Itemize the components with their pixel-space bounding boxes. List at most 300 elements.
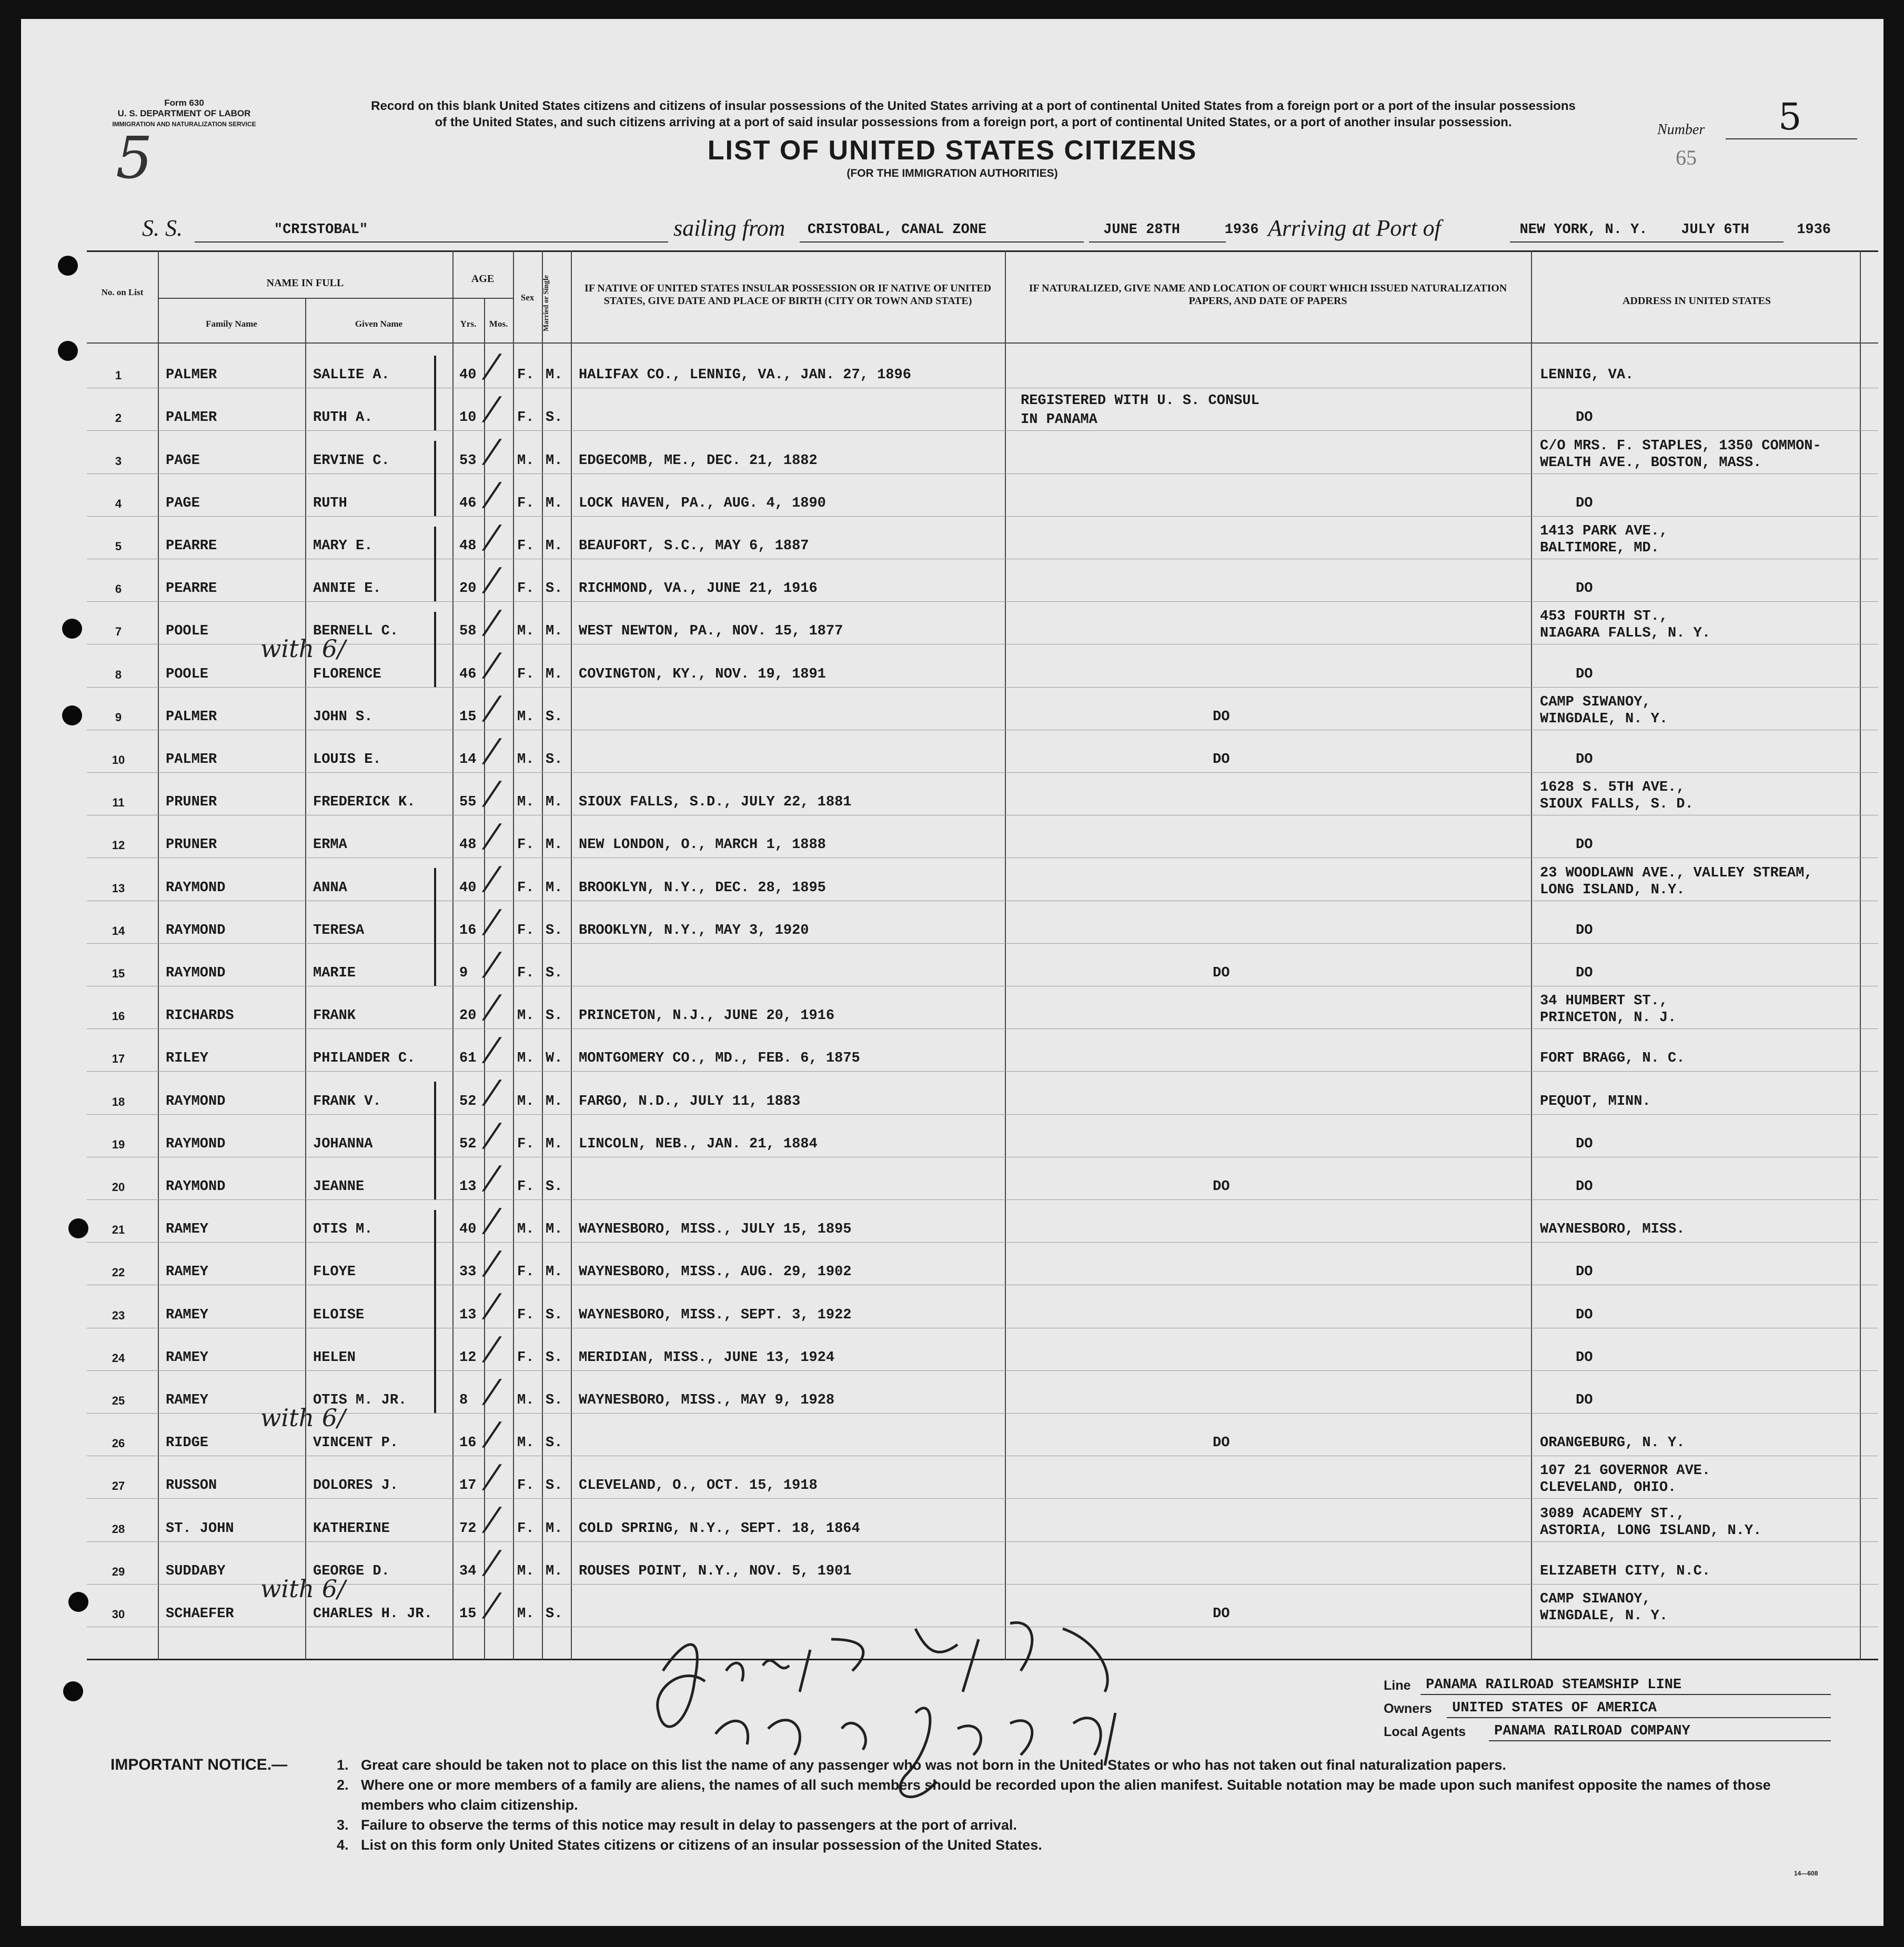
address-line1: DO (1576, 837, 1593, 853)
table-row (87, 1541, 1878, 1584)
row-number: 25 (112, 1394, 125, 1407)
naturalization: DO (1213, 965, 1230, 981)
age-years: 10 (459, 410, 477, 426)
check-mark: / (480, 1074, 504, 1111)
sex: F. (517, 837, 535, 853)
naturalization: REGISTERED WITH U. S. CONSUL (1021, 393, 1260, 409)
row-number: 21 (112, 1223, 125, 1237)
address-line1: DO (1576, 922, 1593, 939)
age-years: 33 (459, 1264, 477, 1280)
marital-status: S. (546, 1435, 563, 1451)
address-line1: CAMP SIWANOY, (1540, 694, 1651, 710)
number-value: 5 (1778, 95, 1802, 138)
depart-date-underline (1089, 241, 1226, 243)
agents-label: Local Agents (1384, 1724, 1466, 1739)
table-row (87, 772, 1878, 815)
address-line1: 1413 PARK AVE., (1540, 523, 1668, 539)
given-name: HELEN (313, 1349, 356, 1366)
family-name: PALMER (166, 751, 217, 768)
age-years: 52 (459, 1093, 477, 1109)
address-line1: DO (1576, 1349, 1593, 1366)
given-name: ANNIE E. (313, 581, 381, 597)
given-name: ANNA (313, 880, 347, 896)
address-line1: 453 FOURTH ST., (1540, 609, 1668, 625)
birth-place-date: BROOKLYN, N.Y., DEC. 28, 1895 (579, 880, 826, 896)
family-name: RAMEY (166, 1349, 209, 1366)
check-mark: / (480, 818, 504, 855)
form-code-mark: 14—608 (1794, 1870, 1818, 1877)
sex: M. (517, 1051, 535, 1067)
row-number: 5 (115, 539, 122, 553)
address-line1: DO (1576, 1136, 1593, 1152)
agents-row (1384, 1721, 1831, 1744)
arriving-label: Arriving at Port of (1268, 215, 1441, 241)
naturalization: DO (1213, 1606, 1230, 1622)
address-line1: WAYNESBORO, MISS. (1540, 1222, 1685, 1238)
check-mark: / (480, 561, 504, 598)
birth-place-date: RICHMOND, VA., JUNE 21, 1916 (579, 581, 818, 597)
age-years: 46 (459, 666, 477, 682)
notice-item: 1. Great care should be taken not to place on this list the name of any passenger who was not born in the United States or who has not taken out final naturalization papers. (337, 1757, 1506, 1773)
sex: F. (517, 538, 535, 554)
marital-status: M. (546, 837, 563, 853)
row-number: 16 (112, 1010, 125, 1023)
given-name: JOHANNA (313, 1136, 373, 1152)
row-number: 19 (112, 1137, 125, 1151)
marital-status: S. (546, 1178, 563, 1195)
check-mark: / (480, 1159, 504, 1196)
given-name: MARY E. (313, 538, 373, 554)
given-name: OTIS M. (313, 1222, 373, 1238)
table-row (87, 1498, 1878, 1541)
given-name: FRANK (313, 1008, 356, 1024)
header-address: ADDRESS IN UNITED STATES (1622, 295, 1771, 307)
birth-place-date: BROOKLYN, N.Y., MAY 3, 1920 (579, 922, 809, 939)
line-underline (1421, 1694, 1831, 1695)
table-row (87, 730, 1878, 772)
table-row (87, 943, 1878, 986)
header-no: No. on List (101, 287, 144, 297)
address-line1: FORT BRAGG, N. C. (1540, 1051, 1685, 1067)
table-row (87, 1456, 1878, 1498)
row-number: 12 (112, 839, 125, 852)
given-name: TERESA (313, 922, 365, 939)
given-name: JOHN S. (313, 709, 373, 725)
row-number: 29 (112, 1565, 125, 1578)
sex: M. (517, 1606, 535, 1622)
arrival-port: NEW YORK, N. Y. (1519, 222, 1648, 238)
marital-status: M. (546, 880, 563, 896)
given-name: DOLORES J. (313, 1478, 399, 1494)
check-mark: / (480, 1031, 504, 1068)
naturalization: DO (1213, 709, 1230, 725)
birth-place-date: WEST NEWTON, PA., NOV. 15, 1877 (579, 623, 843, 640)
address-line1: DO (1576, 1178, 1593, 1195)
family-name: RAYMOND (166, 1136, 226, 1152)
family-name: POOLE (166, 623, 209, 640)
punch-hole (58, 341, 78, 361)
line-row (1384, 1675, 1831, 1698)
birth-place-date: HALIFAX CO., LENNIG, VA., JAN. 27, 1896 (579, 367, 911, 384)
check-mark: / (480, 1116, 504, 1154)
given-name: SALLIE A. (313, 367, 390, 384)
table-row (87, 986, 1878, 1028)
form-identifier (84, 98, 284, 129)
age-years: 72 (459, 1520, 477, 1537)
punch-hole (58, 256, 78, 276)
birth-place-date: FARGO, N.D., JULY 11, 1883 (579, 1093, 801, 1109)
page-title: LIST OF UNITED STATES CITIZENS (707, 135, 1197, 166)
address-line2: LONG ISLAND, N.Y. (1540, 882, 1685, 898)
age-years: 52 (459, 1136, 477, 1152)
check-mark: / (480, 348, 504, 385)
address-line1: ELIZABETH CITY, N.C. (1540, 1563, 1711, 1579)
header-yrs: Yrs. (460, 319, 477, 329)
marital-status: S. (546, 1606, 563, 1622)
marital-status: M. (546, 1520, 563, 1537)
owner-block (1384, 1675, 1831, 1744)
age-years: 40 (459, 1222, 477, 1238)
notice-item: 3. Failure to observe the terms of this notice may result in delay to passengers at the port of arrival. (337, 1817, 1017, 1833)
arrival-date: JULY 6TH (1681, 222, 1749, 238)
family-name: RUSSON (166, 1478, 217, 1494)
birth-place-date: LINCOLN, NEB., JAN. 21, 1884 (579, 1136, 818, 1152)
family-bracket (434, 1210, 436, 1413)
sex: M. (517, 751, 535, 768)
line-value: PANAMA RAILROAD STEAMSHIP LINE (1426, 1677, 1682, 1693)
agents-value: PANAMA RAILROAD COMPANY (1494, 1723, 1690, 1739)
address-line1: CAMP SIWANOY, (1540, 1591, 1651, 1607)
check-mark: / (480, 1458, 504, 1496)
address-line1: ORANGEBURG, N. Y. (1540, 1435, 1685, 1451)
given-name: ERMA (313, 837, 347, 853)
marital-status: S. (546, 922, 563, 939)
punch-hole (63, 1681, 83, 1701)
sex: F. (517, 367, 535, 384)
family-bracket (434, 868, 436, 986)
owners-label: Owners (1384, 1701, 1432, 1716)
table-row (87, 1370, 1878, 1413)
family-name: PEARRE (166, 538, 217, 554)
notice-item: 2. Where one or more members of a family are aliens, the names of all such members should be recorded upon the alien manifest. Suitable notation may be made upon such manifest opposite the names of those members who claim citizenship. (337, 1777, 1771, 1813)
birth-place-date: WAYNESBORO, MISS., JULY 15, 1895 (579, 1222, 852, 1238)
check-mark: / (480, 476, 504, 513)
row-number: 26 (112, 1437, 125, 1450)
origin-port: CRISTOBAL, CANAL ZONE (807, 222, 987, 238)
family-name: POOLE (166, 666, 209, 682)
handwritten-note: with 6/ (260, 1404, 346, 1432)
signature-line2: I.C. Alien July 6, 1936 (663, 1744, 669, 1745)
family-bracket (434, 356, 436, 430)
sex: M. (517, 1435, 535, 1451)
age-years: 55 (459, 794, 477, 811)
family-name: RAYMOND (166, 1093, 226, 1109)
sex: F. (517, 1178, 535, 1195)
birth-place-date: SIOUX FALLS, S.D., JULY 22, 1881 (579, 794, 852, 811)
sex: F. (517, 410, 535, 426)
header-married-single: Married or Single (542, 275, 550, 331)
depart-date: JUNE 28TH (1103, 222, 1180, 238)
birth-place-date: CLEVELAND, O., OCT. 15, 1918 (579, 1478, 818, 1494)
family-bracket (434, 527, 436, 601)
sex: F. (517, 1478, 535, 1494)
check-mark: / (480, 689, 504, 727)
birth-place-date: BEAUFORT, S.C., MAY 6, 1887 (579, 538, 809, 554)
sex: M. (517, 1392, 535, 1408)
birth-place-date: WAYNESBORO, MISS., MAY 9, 1928 (579, 1392, 835, 1408)
age-years: 9 (459, 965, 468, 981)
address-line1: DO (1576, 495, 1593, 511)
age-years: 48 (459, 837, 477, 853)
sex: F. (517, 1307, 535, 1323)
address-line2: PRINCETON, N. J. (1540, 1010, 1677, 1026)
check-mark: / (480, 1501, 504, 1538)
given-name: ELOISE (313, 1307, 365, 1323)
table-row (87, 559, 1878, 601)
family-name: RAYMOND (166, 965, 226, 981)
naturalization-line2: IN PANAMA (1021, 412, 1097, 428)
owners-value: UNITED STATES OF AMERICA (1452, 1700, 1657, 1716)
family-name: RILEY (166, 1051, 209, 1067)
family-name: PEARRE (166, 581, 217, 597)
given-name: FLORENCE (313, 666, 381, 682)
age-years: 17 (459, 1478, 477, 1494)
sex: F. (517, 1136, 535, 1152)
sex: M. (517, 709, 535, 725)
address-line1: 107 21 GOVERNOR AVE. (1540, 1463, 1711, 1479)
address-line1: DO (1576, 751, 1593, 768)
table-row (87, 388, 1878, 430)
address-line2: BALTIMORE, MD. (1540, 540, 1659, 556)
vessel-underline (195, 241, 668, 243)
family-name: SUDDABY (166, 1563, 226, 1579)
sex: M. (517, 1563, 535, 1579)
given-name: ERVINE C. (313, 452, 390, 469)
age-years: 34 (459, 1563, 477, 1579)
marital-status: S. (546, 581, 563, 597)
age-years: 20 (459, 1008, 477, 1024)
header-naturalized: IF NATURALIZED, GIVE NAME AND LOCATION OF COURT WHICH ISSUED NATURALIZATION PAPERS, AND DATE OF PAPERS (1029, 283, 1507, 307)
given-name: JEANNE (313, 1178, 365, 1195)
check-mark: / (480, 1330, 504, 1367)
table-row (87, 1242, 1878, 1285)
birth-place-date: PRINCETON, N.J., JUNE 20, 1916 (579, 1008, 835, 1024)
table-row (87, 430, 1878, 473)
manifest-sheet (21, 19, 1883, 1926)
family-name: RAMEY (166, 1222, 209, 1238)
sex: M. (517, 1008, 535, 1024)
sex: F. (517, 666, 535, 682)
row-number: 15 (112, 966, 125, 980)
check-mark: / (480, 1586, 504, 1623)
age-years: 12 (459, 1349, 477, 1366)
family-name: RAMEY (166, 1307, 209, 1323)
family-bracket (434, 441, 436, 516)
check-mark: / (480, 1544, 504, 1581)
address-line1: 23 WOODLAWN AVE., VALLEY STREAM, (1540, 865, 1813, 881)
address-line1: LENNIG, VA. (1540, 367, 1634, 384)
row-number: 3 (115, 454, 122, 468)
row-number: 17 (112, 1052, 125, 1066)
table-row (87, 1328, 1878, 1370)
row-number: 20 (112, 1180, 125, 1194)
check-mark: / (480, 945, 504, 983)
age-years: 40 (459, 367, 477, 384)
sex: M. (517, 794, 535, 811)
sex: F. (517, 1349, 535, 1366)
age-years: 13 (459, 1178, 477, 1195)
family-name: PALMER (166, 367, 217, 384)
birth-place-date: WAYNESBORO, MISS., AUG. 29, 1902 (579, 1264, 852, 1280)
check-mark: / (480, 1416, 504, 1452)
sex: F. (517, 880, 535, 896)
department-name: U. S. DEPARTMENT OF LABOR (117, 108, 251, 118)
marital-status: M. (546, 666, 563, 682)
header-native-birth: IF NATIVE OF UNITED STATES INSULAR POSSESSION OR IF NATIVE OF UNITED STATES, GIVE DATE AND PLACE OF BIRTH (CITY OR TOWN AND STATE) (585, 283, 991, 307)
sex: M. (517, 452, 535, 469)
address-line2: NIAGARA FALLS, N. Y. (1540, 626, 1711, 642)
given-name: BERNELL C. (313, 623, 399, 640)
row-number: 11 (112, 796, 125, 810)
header-family-name: Family Name (206, 319, 257, 329)
check-mark: / (480, 903, 504, 940)
address-line2: WINGDALE, N. Y. (1540, 1608, 1668, 1624)
number-label: Number (1657, 122, 1705, 138)
address-line1: DO (1576, 1264, 1593, 1280)
check-mark: / (480, 1373, 504, 1410)
marital-status: M. (546, 538, 563, 554)
punch-hole (62, 619, 82, 639)
marital-status: S. (546, 410, 563, 426)
age-years: 13 (459, 1307, 477, 1323)
sex: F. (517, 922, 535, 939)
handwritten-note: with 6/ (260, 1574, 346, 1603)
marital-status: S. (546, 965, 563, 981)
row-number: 28 (112, 1522, 125, 1536)
row-number: 30 (112, 1607, 125, 1621)
naturalization: DO (1213, 1178, 1230, 1195)
given-name: MARIE (313, 965, 356, 981)
address-line2: WINGDALE, N. Y. (1540, 711, 1668, 727)
check-mark: / (480, 732, 504, 769)
given-name: VINCENT P. (313, 1435, 399, 1451)
given-name: FRANK V. (313, 1093, 381, 1109)
age-years: 48 (459, 538, 477, 554)
header-given-name: Given Name (355, 319, 403, 329)
punch-hole (62, 705, 82, 725)
family-name: PRUNER (166, 794, 217, 811)
birth-place-date: MONTGOMERY CO., MD., FEB. 6, 1875 (579, 1051, 860, 1067)
table-row (87, 1285, 1878, 1327)
check-mark: / (480, 775, 504, 812)
table-row (87, 1199, 1878, 1242)
service-name: IMMIGRATION AND NATURALIZATION SERVICE (112, 120, 256, 128)
notice-items (337, 1755, 1836, 1855)
marital-status: M. (546, 1136, 563, 1152)
signature-line1: John L. Wright (663, 1681, 667, 1682)
given-name: PHILANDER C. (313, 1051, 416, 1067)
family-name: PALMER (166, 709, 217, 725)
address-line1: 1628 S. 5TH AVE., (1540, 780, 1685, 796)
address-line1: 3089 ACADEMY ST., (1540, 1506, 1685, 1522)
marital-status: S. (546, 1307, 563, 1323)
naturalization: DO (1213, 751, 1230, 768)
table-row (87, 858, 1878, 900)
vessel-name: "CRISTOBAL" (274, 222, 368, 238)
marital-status: M. (546, 1264, 563, 1280)
sex: F. (517, 1520, 535, 1537)
sailing-label: sailing from (673, 215, 785, 241)
table-row (87, 1028, 1878, 1071)
stamp-number: 65 (1676, 146, 1697, 169)
marital-status: M. (546, 367, 563, 384)
agents-underline (1489, 1740, 1831, 1741)
table-row (87, 1157, 1878, 1199)
marital-status: S. (546, 1349, 563, 1366)
address-line2: SIOUX FALLS, S. D. (1540, 796, 1694, 813)
age-years: 16 (459, 1435, 477, 1451)
check-mark: / (480, 518, 504, 556)
address-line1: DO (1576, 965, 1593, 981)
page-subtitle: (FOR THE IMMIGRATION AUTHORITIES) (847, 167, 1058, 179)
ss-label: S. S. (142, 215, 183, 241)
given-name: CHARLES H. JR. (313, 1606, 432, 1622)
depart-year: 1936 (1224, 222, 1259, 238)
age-years: 15 (459, 1606, 477, 1622)
check-mark: / (480, 988, 504, 1025)
given-name: FLOYE (313, 1264, 356, 1280)
age-years: 15 (459, 709, 477, 725)
row-number: 8 (115, 668, 122, 681)
row-number: 7 (115, 625, 122, 639)
table-row (87, 345, 1878, 388)
table-row (87, 901, 1878, 943)
notice-heading: IMPORTANT NOTICE.— (110, 1756, 288, 1773)
row-number: 4 (115, 497, 122, 510)
check-mark: / (480, 860, 504, 897)
sex: F. (517, 965, 535, 981)
header-split-line (158, 298, 513, 299)
owners-row (1384, 1698, 1831, 1721)
form-number: Form 630 (164, 98, 204, 108)
address-line2: WEALTH AVE., BOSTON, MASS. (1540, 455, 1762, 471)
age-years: 58 (459, 623, 477, 640)
family-bracket (434, 612, 436, 687)
family-name: PAGE (166, 452, 200, 469)
family-name: RAYMOND (166, 922, 226, 939)
header-mos: Mos. (489, 319, 508, 329)
family-name: PRUNER (166, 837, 217, 853)
check-mark: / (480, 433, 504, 470)
age-years: 40 (459, 880, 477, 896)
table-row (87, 1071, 1878, 1114)
passenger-table (87, 250, 1878, 1660)
marital-status: M. (546, 794, 563, 811)
marital-status: M. (546, 623, 563, 640)
family-name: RICHARDS (166, 1008, 234, 1024)
marital-status: M. (546, 1222, 563, 1238)
table-row (87, 1404, 1878, 1456)
birth-place-date: COVINGTON, KY., NOV. 19, 1891 (579, 666, 826, 682)
owners-underline (1447, 1717, 1831, 1718)
age-years: 61 (459, 1051, 477, 1067)
address-line1: C/O MRS. F. STAPLES, 1350 COMMON- (1540, 438, 1821, 454)
check-mark: / (480, 390, 504, 428)
given-name: KATHERINE (313, 1520, 390, 1537)
family-name: RIDGE (166, 1435, 209, 1451)
family-bracket (434, 1082, 436, 1199)
row-number: 1 (115, 369, 122, 382)
